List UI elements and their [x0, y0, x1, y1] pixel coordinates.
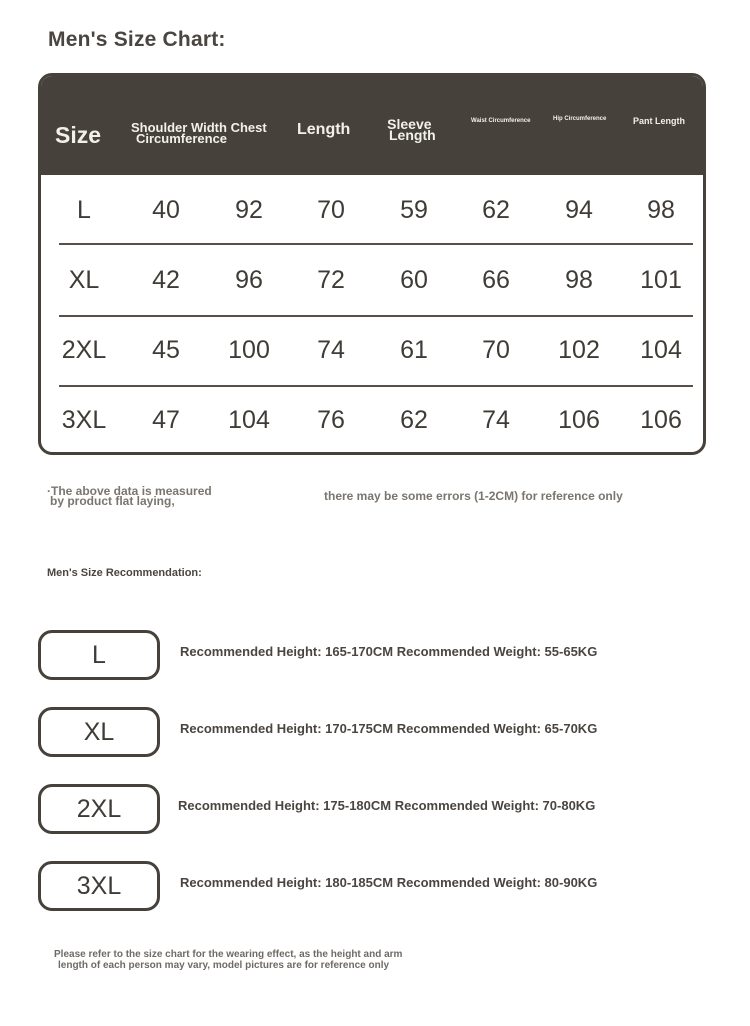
cell-waist: 66 — [482, 266, 510, 294]
size-badge: XL — [38, 707, 160, 757]
cell-hip: 94 — [565, 196, 593, 224]
cell-length: 74 — [317, 336, 345, 364]
cell-chest: 92 — [235, 196, 263, 224]
cell-hip: 98 — [565, 266, 593, 294]
size-badge: 3XL — [38, 861, 160, 911]
table-row — [41, 385, 703, 455]
cell-shoulder: 45 — [152, 336, 180, 364]
cell-sleeve: 62 — [400, 406, 428, 434]
cell-chest: 100 — [228, 336, 270, 364]
footnote — [54, 949, 402, 971]
cell-pant: 106 — [640, 406, 682, 434]
size-badge: 2XL — [38, 784, 160, 834]
cell-chest: 96 — [235, 266, 263, 294]
recommendation-row — [38, 861, 728, 913]
size-chart-table — [38, 73, 706, 455]
header-pant-length: Pant Length — [633, 116, 685, 126]
cell-sleeve: 59 — [400, 196, 428, 224]
page-title: Men's Size Chart: — [48, 28, 226, 51]
recommendation-row — [38, 707, 728, 759]
cell-shoulder: 42 — [152, 266, 180, 294]
cell-length: 76 — [317, 406, 345, 434]
header-length: Length — [297, 121, 351, 138]
header-size: Size — [55, 122, 102, 148]
recommendation-text: Recommended Height: 180-185CM Recommended Weight: 80-90KG — [180, 875, 598, 890]
header-chest-label: Chest — [230, 120, 267, 135]
table-header — [41, 76, 703, 175]
cell-size: L — [77, 196, 91, 224]
recommendation-title: Men's Size Recommendation: — [47, 567, 202, 579]
measurement-note-line1: ·The above data is measured — [47, 484, 212, 498]
error-note: there may be some errors (1-2CM) for reference only — [324, 489, 623, 503]
table-row — [41, 315, 703, 385]
measurement-note — [47, 486, 212, 506]
cell-chest: 104 — [228, 406, 270, 434]
cell-size: XL — [68, 266, 100, 294]
cell-size: 2XL — [61, 336, 107, 364]
footnote-line2: length of each person may vary, model pictures are for reference only — [58, 960, 390, 971]
cell-pant: 98 — [647, 196, 675, 224]
recommendation-text: Recommended Height: 165-170CM Recommended Weight: 55-65KG — [180, 644, 598, 659]
cell-waist: 70 — [482, 336, 510, 364]
measurement-note-line2: by product flat laying, — [50, 494, 175, 508]
cell-sleeve: 60 — [400, 266, 428, 294]
cell-sleeve: 61 — [400, 336, 428, 364]
cell-hip: 106 — [558, 406, 600, 434]
cell-shoulder: 47 — [152, 406, 180, 434]
header-shoulder-label: Shoulder Width — [131, 120, 227, 135]
table-row — [41, 175, 703, 245]
size-badge: L — [38, 630, 160, 680]
cell-size: 3XL — [61, 406, 107, 434]
recommendation-text: Recommended Height: 170-175CM Recommended Weight: 65-70KG — [180, 721, 598, 736]
cell-pant: 104 — [640, 336, 682, 364]
cell-pant: 101 — [640, 266, 682, 294]
recommendation-row — [38, 630, 728, 682]
header-waist-circumference: Waist Circumference — [471, 118, 531, 124]
cell-length: 70 — [317, 196, 345, 224]
header-sleeve-bottom: Length — [389, 127, 436, 143]
header-sleeve-top: Sleeve — [387, 116, 432, 132]
header-hip-circumference: Hip Circumference — [553, 116, 607, 122]
cell-shoulder: 40 — [152, 196, 180, 224]
cell-waist: 74 — [482, 406, 510, 434]
cell-hip: 102 — [558, 336, 600, 364]
cell-length: 72 — [317, 266, 345, 294]
recommendation-text: Recommended Height: 175-180CM Recommended Weight: 70-80KG — [178, 798, 596, 813]
table-row — [41, 245, 703, 315]
recommendation-row — [38, 784, 728, 836]
header-chest-circumference: Circumference — [136, 131, 228, 146]
header-sleeve-length — [383, 116, 436, 143]
cell-waist: 62 — [482, 196, 510, 224]
footnote-line1: Please refer to the size chart for the wearing effect, as the height and arm — [54, 949, 403, 960]
